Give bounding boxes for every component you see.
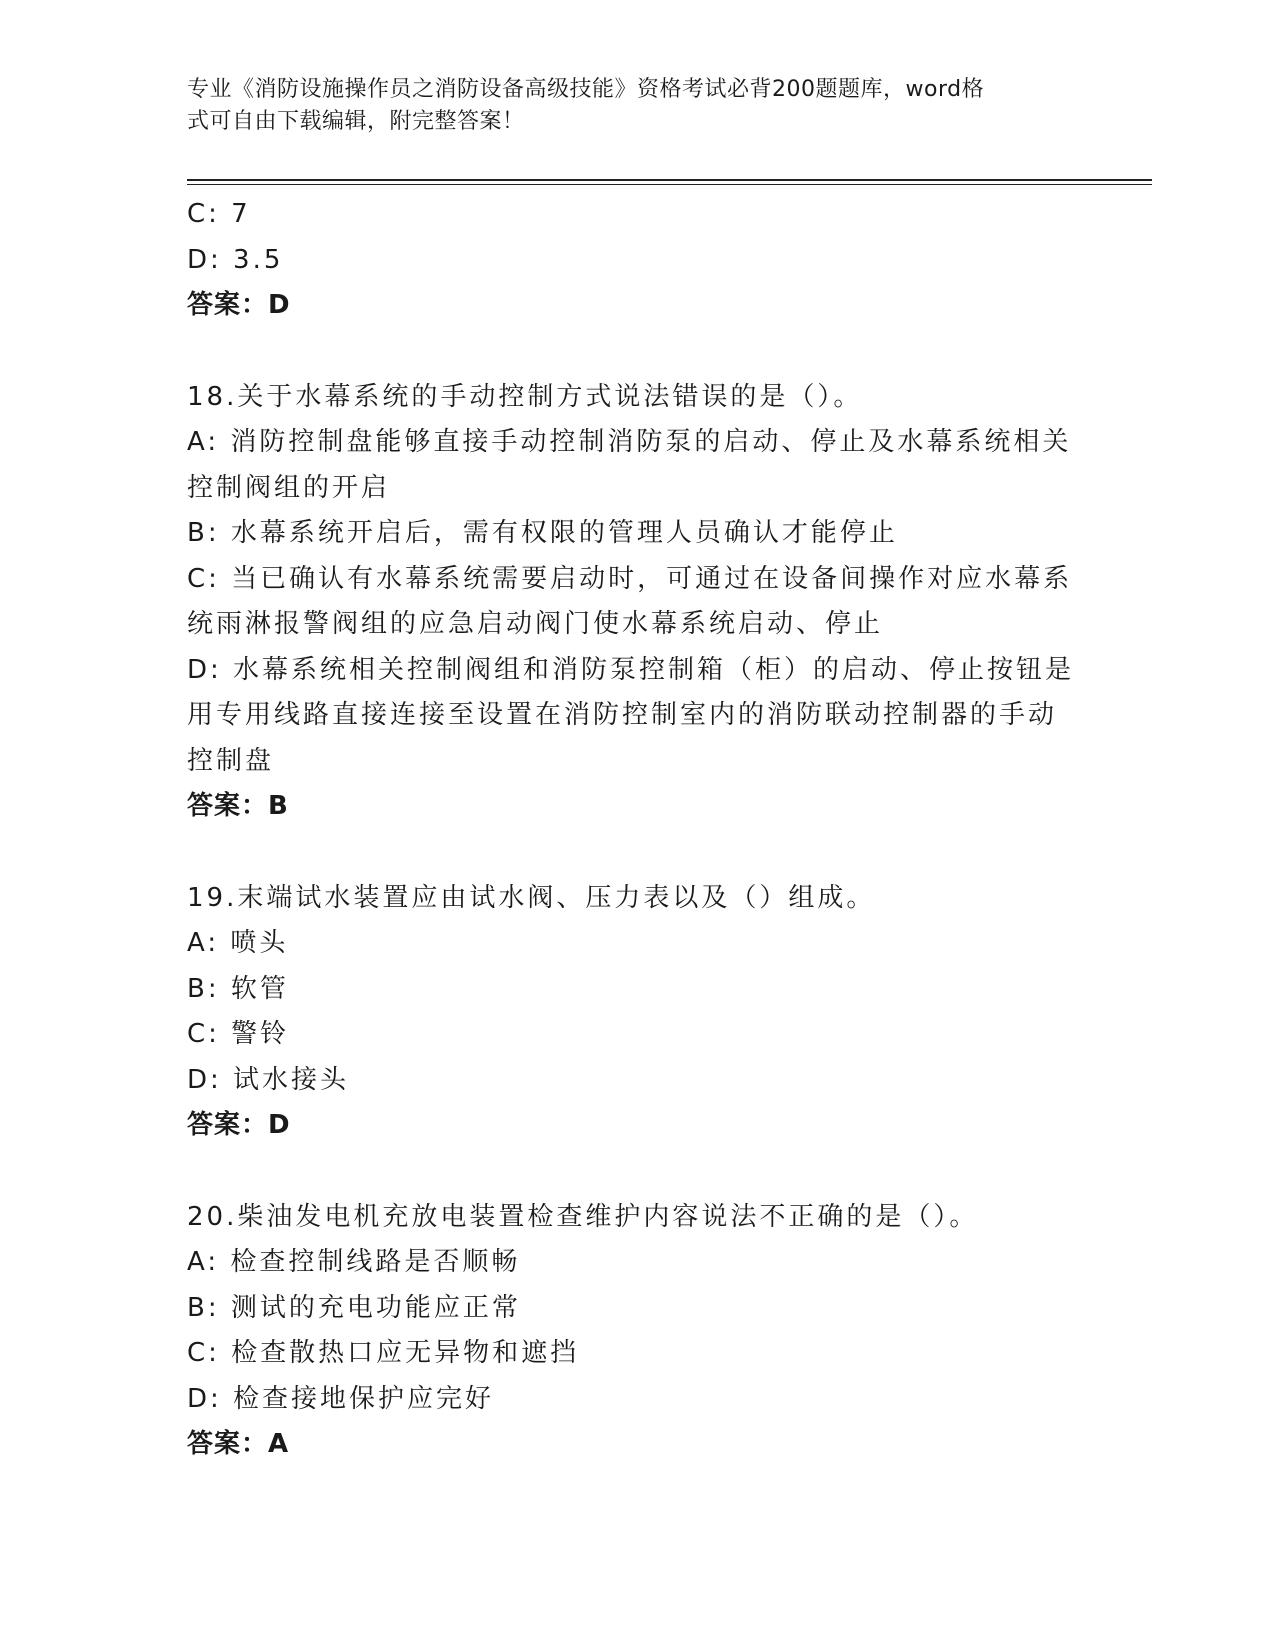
spacer [187,329,1087,375]
option-d: D: 试水接头 [187,1064,350,1095]
option-c-line-2: 统雨淋报警阀组的应急启动阀门使水幕系统启动、停止 [187,609,884,639]
question-content [187,192,1087,1468]
option-a: A: 喷头 [187,928,289,958]
header-rule-thick [187,179,1152,181]
option-a: A: 检查控制线路是否顺畅 [187,1247,521,1277]
option-b: B: 软管 [187,973,289,1004]
page-header [187,74,1067,138]
option-d-line-1: D: 水幕系统相关控制阀组和消防泵控制箱（柜）的启动、停止按钮是 [187,654,1075,685]
option-b: B: 测试的充电功能应正常 [187,1292,521,1323]
option-d-line-3: 控制盘 [187,745,275,776]
header-line-2: 式可自由下载编辑，附完整答案！ [187,109,525,134]
answer-line: 答案：B [187,791,289,821]
question-19 [187,876,1087,1149]
spacer [187,1149,1087,1195]
answer-line: 答案：A [187,1429,290,1459]
option-c: C: 警铃 [187,1019,290,1049]
header-rule-thin [187,184,1152,185]
spacer [187,830,1087,876]
option-c: C: 检查散热口应无异物和遮挡 [187,1338,580,1368]
option-d: D: 检查接地保护应完好 [187,1383,495,1414]
question-stem: 18.关于水幕系统的手动控制方式说法错误的是（）。 [187,381,863,412]
option-c-line-1: C: 当已确认有水幕系统需要启动时，可通过在设备间操作对应水幕系 [187,563,1073,594]
question-stem: 19.末端试水装置应由试水阀、压力表以及（）组成。 [187,882,876,913]
option-d-line-2: 用专用线路直接连接至设置在消防控制室内的消防联动控制器的手动 [187,700,1058,730]
question-18 [187,375,1087,830]
header-line-1: 专业《消防设施操作员之消防设备高级技能》资格考试必背200题题库，word格 [187,77,985,102]
answer-line: 答案：D [187,1110,291,1140]
answer-line: 答案：D [187,290,291,320]
question-stem: 20.柴油发电机充放电装置检查维护内容说法不正确的是（）。 [187,1201,979,1232]
option-d: D: 3.5 [187,244,284,275]
question-20 [187,1195,1087,1468]
option-b: B: 水幕系统开启后，需有权限的管理人员确认才能停止 [187,518,898,548]
option-a-line-1: A: 消防控制盘能够直接手动控制消防泵的启动、停止及水幕系统相关 [187,427,1072,457]
previous-question-tail [187,192,1087,329]
option-c: C: 7 [187,199,251,229]
option-a-line-2: 控制阀组的开启 [187,472,391,503]
